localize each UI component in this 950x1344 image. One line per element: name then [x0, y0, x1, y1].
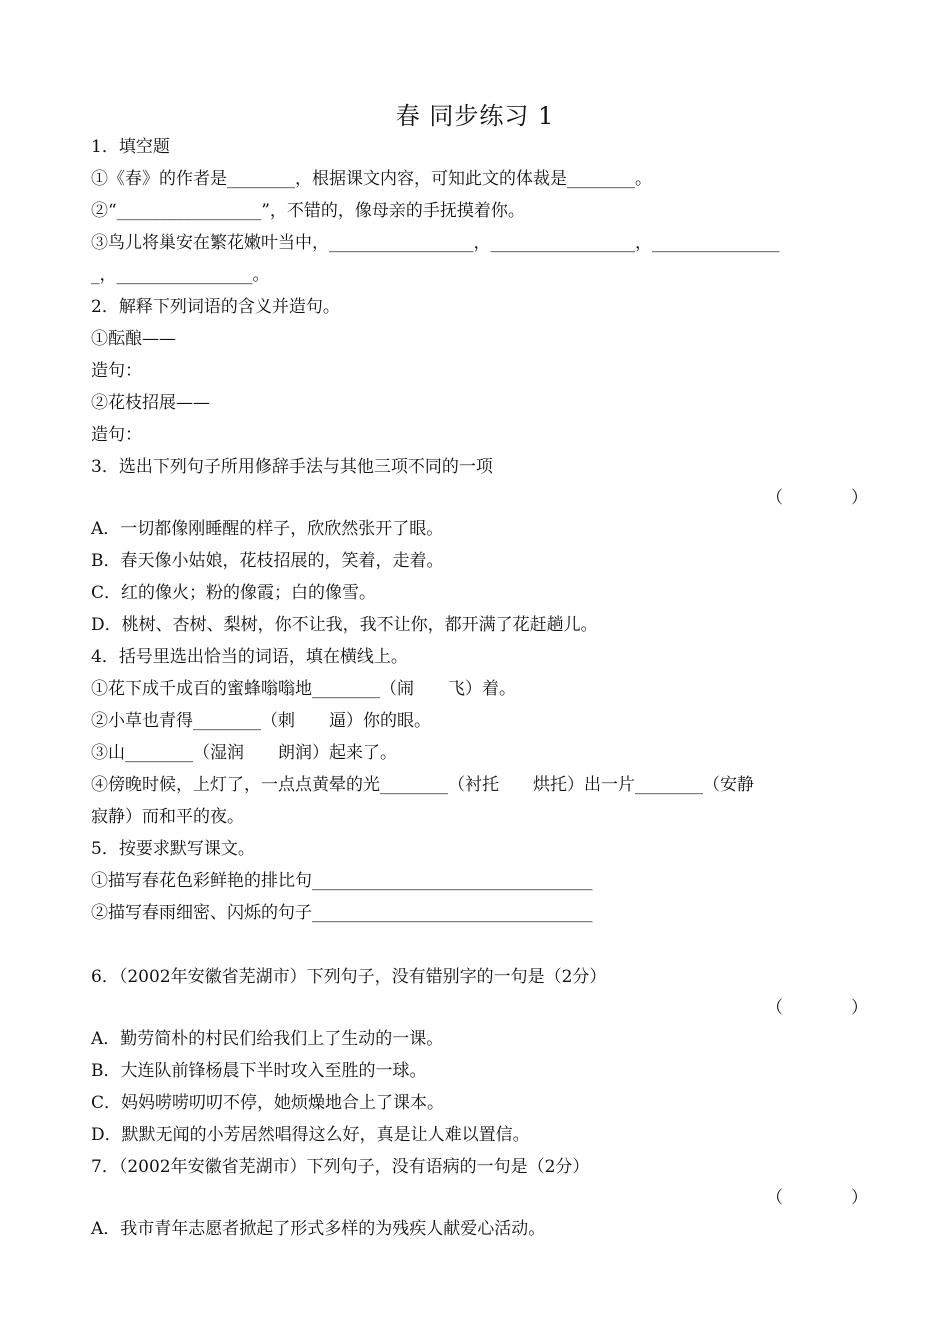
text-line: 造句：	[91, 361, 142, 381]
text-line: ②花枝招展——	[91, 393, 210, 413]
text-line: C．妈妈唠唠叨叨不停，她烦燥地合上了课本。	[91, 1093, 445, 1113]
text-line: ①酝酿——	[91, 329, 176, 349]
text-line: ①描写春花色彩鲜艳的排比句_________________________________	[91, 871, 593, 891]
text-line: ③鸟儿将巢安在繁花嫩叶当中，_________________，_________________，_______________	[91, 233, 780, 253]
text-line: 2．解释下列词语的含义并造句。	[91, 297, 340, 317]
text-line: A．我市青年志愿者掀起了形式多样的为残疾人献爱心活动。	[91, 1219, 546, 1239]
text-line: D．桃树、杏树、梨树，你不让我，我不让你，都开满了花赶趟儿。	[91, 615, 598, 635]
text-line: _，________________。	[91, 265, 270, 285]
text-line: ②描写春雨细密、闪烁的句子_________________________________	[91, 903, 593, 923]
page-title: 春 同步练习 1	[395, 102, 555, 130]
text-line: 7．（2002年安徽省芜湖市）下列句子，没有语病的一句是（2分）	[91, 1157, 590, 1177]
text-line: 5．按要求默写课文。	[91, 839, 255, 859]
text-line: B．春天像小姑娘，花枝招展的，笑着，走着。	[91, 551, 444, 571]
text-line: B．大连队前锋杨晨下半时攻入至胜的一球。	[91, 1061, 427, 1081]
text-line: ②小草也青得________（刺 逼）你的眼。	[91, 711, 431, 731]
text-line: ③山________（湿润 朗润）起来了。	[91, 743, 397, 763]
answer-blank-parentheses: （ ）	[766, 998, 868, 1018]
text-line: 6．（2002年安徽省芜湖市）下列句子，没有错别字的一句是（2分）	[91, 967, 607, 987]
text-line: 4．括号里选出恰当的词语，填在横线上。	[91, 647, 408, 667]
text-line: ②“_________________”，不错的，像母亲的手抚摸着你。	[91, 201, 525, 221]
text-line: A．勤劳简朴的村民们给我们上了生动的一课。	[91, 1029, 444, 1049]
text-line: 1．填空题	[91, 137, 170, 157]
answer-blank-parentheses: （ ）	[766, 1188, 868, 1208]
text-line: A．一切都像刚睡醒的样子，欣欣然张开了眼。	[91, 519, 444, 539]
text-line: 造句：	[91, 425, 142, 445]
text-line: 3．选出下列句子所用修辞手法与其他三项不同的一项	[91, 457, 493, 477]
text-line: D．默默无闻的小芳居然唱得这么好，真是让人难以置信。	[91, 1125, 530, 1145]
text-line: ④傍晚时候，上灯了，一点点黄晕的光________（衬托 烘托）出一片________（安静	[91, 775, 754, 795]
text-line: ①《春》的作者是________，根据课文内容，可知此文的体裁是________。	[91, 169, 652, 189]
text-line: 寂静）而和平的夜。	[91, 807, 244, 827]
text-line: C．红的像火；粉的像霞；白的像雪。	[91, 583, 377, 603]
text-line: ①花下成千成百的蜜蜂嗡嗡地________（闹 飞）着。	[91, 679, 516, 699]
answer-blank-parentheses: （ ）	[766, 488, 868, 508]
